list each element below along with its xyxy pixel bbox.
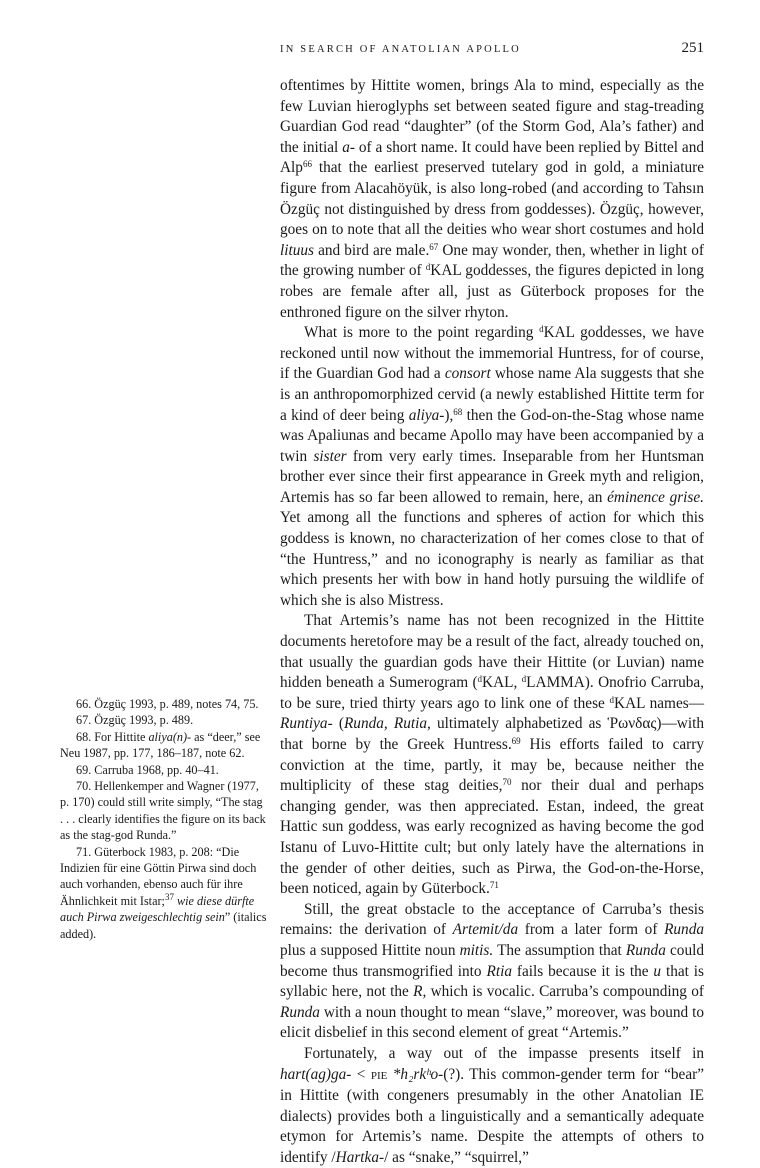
text-run: ), <box>444 406 454 424</box>
footnote <box>60 762 268 778</box>
text-run: nor their dual and perhaps changing gender, was then appreciated. Estan, indeed, the great Hattic sun goddess, was early recognized as having become the god Istanu of Luvo-Hittite cult; but only lately have the alternations in the gender of other deities, such as Pirwa, the God-on-the-Horse, been noticed, again by Güterbock. <box>280 777 704 898</box>
italic-text: R, <box>413 983 427 1001</box>
text-run: with a noun thought to mean “slave,” moreover, was bound to elicit disbelief in this second element of great “Artemis.” <box>280 1003 704 1042</box>
body-paragraph <box>280 323 704 611</box>
note-reference: 69 <box>511 736 521 746</box>
italic-text: Runda <box>280 1003 320 1021</box>
footnote <box>60 696 268 712</box>
text-run: from very early times. Inseparable from her Huntsman brother ever since their first appearance in Greek myth and religion, Artemis has so far been allowed to remain, here, an <box>280 447 704 506</box>
italic-text: consort <box>444 365 491 383</box>
note-reference: 37 <box>164 891 174 902</box>
text-run: 67. Özgüç 1993, p. 489. <box>76 713 194 728</box>
note-reference: d <box>425 262 431 273</box>
text-run: that the earliest preserved tutelary god in gold, a miniature figure from Alacahöyük, is also long-robed (and according to Tahsın Özgüç not distinguished by dress from goddesses). Özgüç, however, goes on to note that all the deities who wear short costumes and hold <box>280 159 704 239</box>
italic-text: u <box>653 962 662 980</box>
footnote <box>60 844 268 942</box>
italic-text: Artemit/da <box>452 921 519 939</box>
text-run: 69. Carruba 1968, pp. 40–41. <box>76 762 219 777</box>
note-reference: d <box>521 674 527 685</box>
text-run: KAL, <box>482 674 522 692</box>
text-run: LAMMA). Onofrio Carruba, to be sure, tried thirty years ago to link one of these <box>280 674 704 712</box>
footnote <box>60 778 268 844</box>
text-run: KAL goddesses, we have reckoned until now without the immemorial Huntress, for of course, if the Guardian God had a <box>280 324 704 383</box>
text-run: 68. For Hittite <box>76 729 149 744</box>
footnote <box>60 729 268 762</box>
note-reference: 70 <box>502 777 512 788</box>
text-run: That Artemis’s name has not been recognized in the Hittite documents heretofore may be a result of the fact, already touched on, that usually the guardian gods have their Hittite (or Luvian) name hidden beneath a Sumerogram ( <box>280 612 704 692</box>
note-reference: 66 <box>302 159 312 170</box>
note-reference: 71 <box>489 880 499 891</box>
italic-text: Hartka- <box>335 1148 385 1166</box>
italic-text: a- <box>342 138 355 156</box>
italic-text: lituus <box>280 241 314 259</box>
body-paragraph <box>280 76 704 323</box>
text-run: KAL goddesses, the figures depicted in long robes are female after all, just as Güterbock proposes for the enthroned figure on the silver rhyton. <box>280 262 704 321</box>
text-run: fails because it is the <box>511 962 654 980</box>
italic-text: Rtia <box>486 962 512 980</box>
italic-text: Runda, Rutia, <box>343 715 431 733</box>
text-run: 70. Hellenkemper and Wagner (1977, p. 170) could still write simply, “The stag . . . clearly identifies the figure on its back as the stag-god Runda.” <box>60 779 266 843</box>
text-run: The assumption that <box>493 941 626 959</box>
text-run: Still, the great obstacle to the acceptance of Carruba’s thesis remains: the derivation of <box>280 900 704 939</box>
text-run: which is vocalic. Carruba’s compounding of <box>426 983 704 1001</box>
text-run: < <box>351 1065 371 1083</box>
text-run: His efforts failed to carry conviction at the time, partly, it may be, because neither the multiplicity of these stag deities, <box>280 736 705 795</box>
text-run: (?). This common-gender term for “bear” in Hittite (with congeners presumably in the other Anatolian IE dialects) provides both a linguistically and a semantically adequate etymon for Artemis’s name. Despite the attempts of others to identify / <box>280 1065 705 1166</box>
text-run: One may wonder, then, whether in light of the growing number of <box>280 241 704 280</box>
italic-text: wie diese dürfte auch Pirwa zweigeschlechtig sein <box>60 893 255 925</box>
italic-text: sister <box>313 447 347 465</box>
text-run: Fortunately, a way out of the impasse presents itself in <box>304 1044 704 1062</box>
main-text-column <box>280 76 704 1168</box>
italic-text: aliya- <box>408 406 445 424</box>
text-run: plus a supposed Hittite noun <box>280 941 460 959</box>
text-run: of a short name. It could have been replied by Bittel and Alp <box>280 138 704 177</box>
body-paragraph <box>280 900 704 1044</box>
running-head <box>280 40 704 60</box>
note-reference: d <box>539 324 544 335</box>
italic-text: Runtiya- <box>280 715 333 733</box>
text-run: ” (italics added). <box>60 910 267 941</box>
text-run: whose name Ala suggests that she is an anthropomorphized cervid (a newly established Hittite term for a kind of deer being <box>280 365 704 424</box>
italic-text: hart(ag)ga- <box>280 1065 352 1083</box>
note-reference: d <box>609 694 615 705</box>
running-title: IN SEARCH OF ANATOLIAN APOLLO <box>280 44 521 55</box>
italic-text: mitis. <box>459 941 494 959</box>
body-paragraph <box>280 611 704 899</box>
note-reference: 67 <box>429 241 439 252</box>
text-run: as “deer,” see Neu 1987, pp. 177, 186–187, note 62. <box>60 729 261 761</box>
text-run: then the God-on-the-Stag whose name was Apaliunas and became Apollo may have been accompanied by a twin <box>280 406 704 465</box>
text-run: ( <box>332 715 344 733</box>
text-run: KAL names— <box>614 694 704 712</box>
note-reference: d <box>477 674 483 685</box>
text-run: could become thus transmogrified into <box>280 941 704 980</box>
text-run: and bird are male. <box>314 241 430 259</box>
text-run: 66. Özgüç 1993, p. 489, notes 74, 75. <box>76 697 259 711</box>
text-run: What is more to the point regarding <box>304 324 540 342</box>
body-paragraph <box>280 1044 704 1168</box>
text-run: from a later form of <box>518 921 665 939</box>
text-run: / as “snake,” “squirrel,” <box>384 1148 529 1166</box>
text-run: that is syllabic here, not the <box>280 962 704 1001</box>
italic-text: Runda <box>664 921 705 939</box>
text-run: ultimately alphabetized as Ῥωνδας)—with that borne by the Greek Huntress. <box>280 715 704 753</box>
small-caps-text: PIE <box>370 1069 388 1082</box>
italic-text: éminence grise. <box>607 488 704 506</box>
text-run: 71. Güterbock 1983, p. 208: “Die Indizien für eine Göttin Pirwa sind doch auch vorhanden, ebenso auch für ihre Ähnlichkeit mit Istar; <box>60 844 257 908</box>
text-run: Yet among all the functions and spheres of action for which this goddess is known, no characterization of her comes close to that of “the Huntress,” and no iconography is nearly as familiar as that which presents her with bow in hand hotly pursuing the wildlife of which she is also Mistress. <box>280 509 704 609</box>
italic-text: *h₂rkʰo- <box>392 1065 444 1083</box>
footnote <box>60 712 268 728</box>
page-number: 251 <box>681 40 704 56</box>
italic-text: Runda <box>625 941 666 959</box>
text-run: oftentimes by Hittite women, brings Ala to mind, especially as the few Luvian hieroglyphs set between seated figure and stag-treading Guardian God read “daughter” (of the Storm God, Ala’s father) and the initial <box>280 77 704 156</box>
italic-text: aliya(n)- <box>148 729 192 744</box>
note-reference: 68 <box>453 406 463 417</box>
footnotes-column <box>60 696 268 942</box>
